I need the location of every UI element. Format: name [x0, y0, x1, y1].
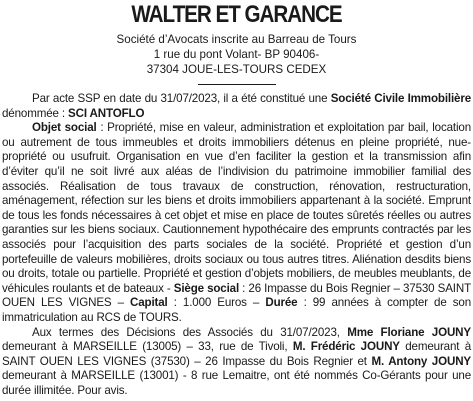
capital-text: : 1.000 Euros –	[167, 296, 266, 310]
duration-text: : 99 années à compter de son immatriculation au RCS de TOURS.	[2, 296, 471, 324]
manager-3-address: demeurant à MARSEILLE (13001) - 8 rue Lemaitre, ont été nommés Co-Gérants pour une durée illimitée. Pour avis.	[2, 369, 471, 397]
object-label: Objet social	[32, 121, 97, 135]
manager-2-address: demeurant à SAINT OUEN LES VIGNES (37530) – 26 Impasse du Bois Regnier et	[2, 340, 472, 368]
manager-3-name: M. Antony JOUNY	[371, 354, 471, 368]
firm-address	[0, 32, 473, 78]
seat-text: : 26 Impasse du Bois Regnier – 37530 SAINT OUEN LES VIGNES –	[2, 281, 471, 310]
capital-label: Capital	[130, 296, 168, 310]
managers-paragraph	[2, 326, 471, 399]
object-text: : Propriété, mise en valeur, administration et exploitation par bail, location ou autrement de tous immeubles et droits immobiliers détenus en pleine propriété, nue-propriété ou usufruit. Organisation en vue d’en faciliter la gestion et la transmission afin d’éviter qu’il ne soit livré aux aléas de l’indivision du patrimoine immobilier familial des associés. Réalisation de tous travaux de construction, rénovation, restructuration, aménagement, réfection sur les biens et droits immobiliers appartenant à la société. Emprunt de tous les fonds nécessaires à cet objet et mise en place de toutes sûretés réelles ou autres garanties sur les biens sociaux. Cautionnement hypothécaire des emprunts contractés par les associés pour l’acquisition des parts sociales de la société. Propriété et gestion d’un portefeuille de valeurs mobilières, droits sociaux ou tous autres titres. Aliénation desdits biens ou droits, totale ou partielle. Propriété et gestion d’objets mobiliers, de meubles meublants, de véhicules roulants et de bateaux -	[2, 121, 471, 295]
company-name: SCI ANTOFLO	[68, 106, 145, 120]
duration-label: Durée	[265, 296, 298, 310]
address-line-3: 37304 JOUE-LES-TOURS CEDEX	[146, 63, 327, 77]
constitution-intro: Par acte SSP en date du 31/07/2023, il a été constitué une	[32, 92, 331, 105]
address-line-2: 1 rue du pont Volant- BP 90406-	[153, 48, 320, 62]
object-paragraph	[2, 121, 471, 325]
manager-1-address: demeurant à MARSEILLE (13005) – 33, rue de Tivoli,	[2, 340, 293, 354]
manager-2-name: M. Frédéric JOUNY	[292, 340, 400, 354]
manager-1-name: Mme Floriane JOUNY	[347, 325, 471, 339]
constitution-paragraph	[2, 92, 471, 121]
firm-name: WALTER ET GARANCE	[131, 1, 342, 28]
notice-body	[2, 92, 471, 398]
decisions-intro: Aux termes des Décisions des Associés du 31/07/2023,	[32, 325, 348, 339]
address-line-1: Société d’Avocats inscrite au Barreau de Tours	[116, 33, 357, 46]
company-type: Société Civile Immobilière	[330, 92, 471, 105]
named-text: dénommée :	[2, 106, 69, 120]
seat-label: Siège social	[173, 281, 240, 295]
header-divider	[198, 84, 276, 85]
